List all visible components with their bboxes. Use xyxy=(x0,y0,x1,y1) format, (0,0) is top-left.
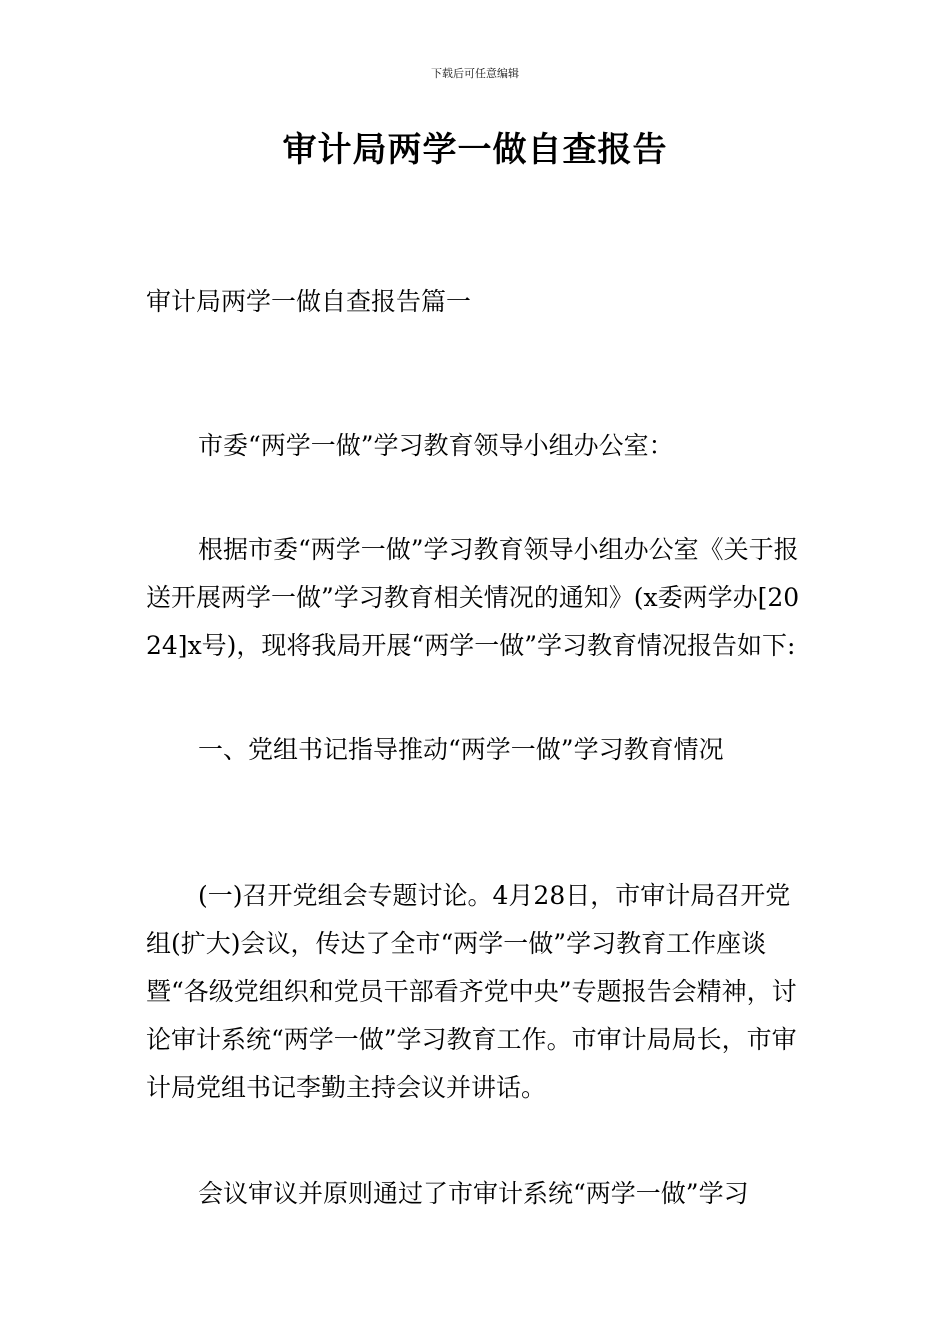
addressee-line: 市委“两学一做”学习教育领导小组办公室： xyxy=(198,431,674,460)
body-paragraph-meeting: (一)召开党组会专题讨论。4月28日，市审计局召开党组(扩大)会议，传达了全市“两学一做”学习教育工作座谈暨“各级党组织和党员干部看齐党中央”专题报告会精神，讨论审计系统“两学一做”学习教育工作。市审计局局长，市审计局党组书记李勤主持会议并讲话。 xyxy=(146,881,797,1102)
document-title: 审计局两学一做自查报告 xyxy=(282,130,668,170)
document-subtitle: 审计局两学一做自查报告篇一 xyxy=(146,287,472,316)
section-heading: 一、党组书记指导推动“两学一做”学习教育情况 xyxy=(198,735,724,764)
body-paragraph-intro: 根据市委“两学一做”学习教育领导小组办公室《关于报送开展两学一做”学习教育相关情况的通知》(x委两学办[2024]x号)，现将我局开展“两学一做”学习教育情况报告如下: xyxy=(146,535,800,660)
download-note: 下载后可任意编辑 xyxy=(431,67,519,80)
body-paragraph-review: 会议审议并原则通过了市审计系统“两学一做”学习 xyxy=(198,1179,749,1208)
